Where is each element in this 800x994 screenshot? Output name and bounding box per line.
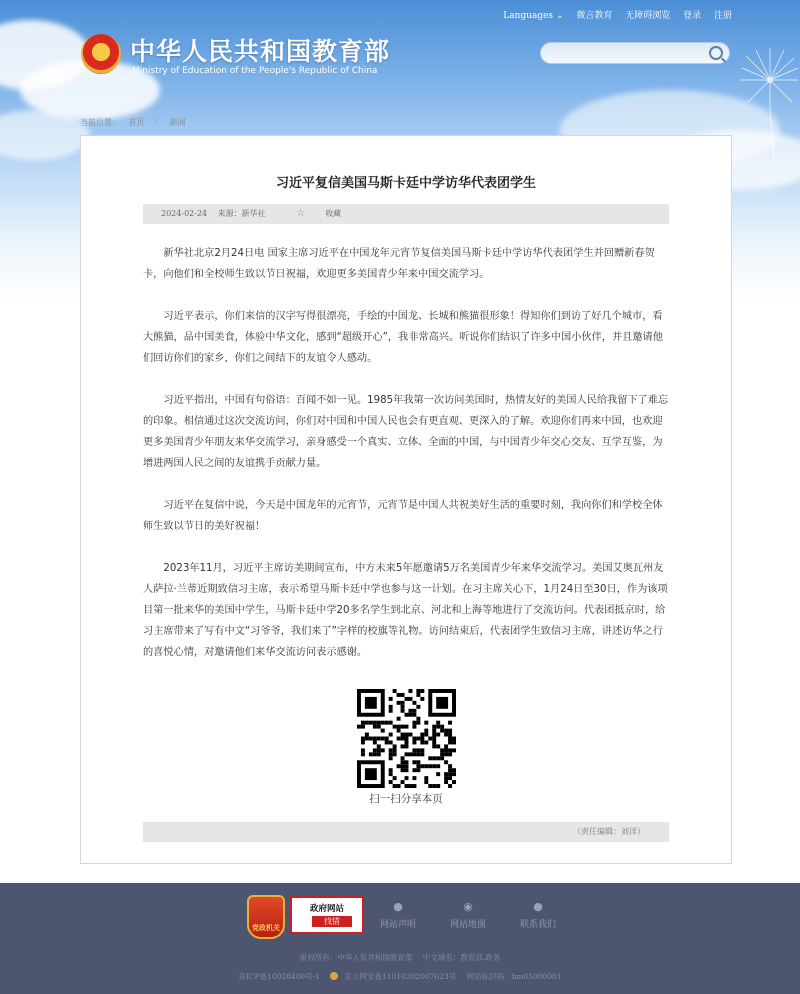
map-pin-icon: ◉	[463, 900, 473, 913]
footer	[0, 883, 800, 994]
paragraph: 习近平表示，你们来信的汉字写得很漂亮，手绘的中国龙、长城和熊猫很形象！得知你们到访了好几个城市，看大熊猫，品中国美食，体验中华文化，感到“超级开心”，我非常高兴。听说你们结识了许多中国小伙伴，并且邀请他们回访你们的家乡，你们之间结下的友谊令人感动。	[143, 311, 663, 364]
top-nav	[493, 8, 732, 21]
breadcrumb-home[interactable]: 首页	[128, 118, 145, 127]
copyright-text: 版权所有：中华人民共和国教育部	[299, 953, 413, 962]
error-report-label: 找错	[312, 916, 352, 927]
dandelion-icon	[730, 40, 800, 160]
domain-text: 中文域名：教育部.政务	[422, 953, 501, 962]
footer-link-sitemap[interactable]	[438, 901, 498, 930]
footer-link-contact-label: 联系我们	[519, 920, 556, 930]
editor-label: （责任编辑：刘洋）	[573, 827, 645, 836]
accessibility-link[interactable]: 无障碍浏览	[625, 11, 671, 21]
user-icon: ●	[393, 900, 403, 913]
editor-bar	[143, 822, 669, 842]
site-title[interactable]: 中华人民共和国教育部	[130, 37, 391, 66]
site-subtitle: Ministry of Education of the People's Republic of China	[132, 66, 378, 76]
article-meta-bar	[143, 204, 669, 224]
article-title: 习近平复信美国马斯卡廷中学访华代表团学生	[275, 176, 536, 191]
article-container	[80, 135, 732, 864]
register-link[interactable]: 注册	[713, 11, 732, 21]
gov-site-error-report-badge[interactable]	[290, 896, 364, 934]
article-date: 2024-02-24	[161, 209, 208, 218]
search-box	[540, 42, 730, 64]
breadcrumb-separator: 〉	[153, 118, 162, 127]
weiyan-link[interactable]: 微言教育	[576, 11, 613, 21]
police-badge-icon	[330, 972, 338, 980]
breadcrumb-label: 当前位置：	[80, 118, 120, 127]
qr-caption: 扫一扫分享本页	[369, 793, 443, 805]
breadcrumb-news[interactable]: 新闻	[169, 118, 186, 127]
breadcrumb	[80, 117, 192, 128]
party-gov-badge[interactable]	[247, 895, 285, 939]
footer-link-statement[interactable]	[368, 901, 428, 930]
party-gov-badge-label: 党政机关	[252, 924, 280, 932]
icp-link[interactable]: 京ICP备10028400号-1	[238, 972, 321, 981]
article-source: 来源：新华社	[217, 209, 266, 218]
paragraph: 习近平指出，中国有句俗语：百闻不如一见。1985年我第一次访问美国时，热情友好的美国人民给我留下了难忘的印象。相信通过这次交流访问，你们对中国和中国人民也会有更直观、更深入的了解。欢迎你们再来中国，也欢迎更多美国青少年朋友来华交流学习，亲身感受一个真实、立体、全面的中国，与中国青少年交心交友、互学互鉴，为增进两国人民之间的友谊携手贡献力量。	[143, 395, 669, 469]
copyright-line	[0, 952, 800, 963]
icp-line	[0, 971, 800, 982]
star-icon: ☆	[296, 208, 306, 219]
national-emblem-icon[interactable]	[81, 34, 121, 74]
footer-link-contact[interactable]	[508, 901, 568, 930]
search-icon[interactable]	[709, 46, 723, 60]
qr-code	[357, 689, 456, 788]
article-body	[143, 243, 671, 684]
police-record-link[interactable]: 京公网安备11010202007623号	[344, 972, 457, 981]
favorite-button[interactable]	[278, 209, 341, 218]
favorite-label: 收藏	[325, 209, 342, 218]
site-id-text: 网站标识码：bm05000001	[466, 972, 562, 981]
footer-link-statement-label: 网站声明	[379, 920, 416, 930]
footer-link-sitemap-label: 网站地图	[449, 920, 486, 930]
paragraph: 新华社北京2月24日电 国家主席习近平在中国龙年元宵节复信美国马斯卡廷中学访华代表团学生并回赠新春贺卡，向他们和全校师生致以节日祝福，欢迎更多美国青少年来中国交流学习。	[143, 248, 655, 280]
contact-icon: ●	[533, 900, 543, 913]
gov-site-label: 政府网站	[309, 904, 344, 914]
paragraph: 习近平在复信中说，今天是中国龙年的元宵节，元宵节是中国人共祝美好生活的重要时刻，我向你们和学校全体师生致以节日的美好祝福！	[143, 500, 663, 532]
languages-link[interactable]: Languages ⌄	[503, 11, 564, 21]
login-link[interactable]: 登录	[683, 11, 702, 21]
search-input[interactable]	[549, 45, 713, 65]
paragraph: 2023年11月，习近平主席访美期间宣布，中方未来5年愿邀请5万名美国青少年来华交流学习。美国艾奥瓦州友人萨拉·兰蒂近期致信习主席，表示希望马斯卡廷中学也参与这一计划。在习主席关心下，1月24日至30日，作为该项目第一批来华的美国中学生，马斯卡廷中学20多名学生到北京、河北和上海等地进行了交流访问。代表团抵京时，给习主席带来了写有中文“习爷爷，我们来了”字样的校旗等礼物。访问结束后，代表团学生致信习主席，讲述访华之行的喜悦心情，对邀请他们来华交流访问表示感谢。	[143, 563, 668, 658]
